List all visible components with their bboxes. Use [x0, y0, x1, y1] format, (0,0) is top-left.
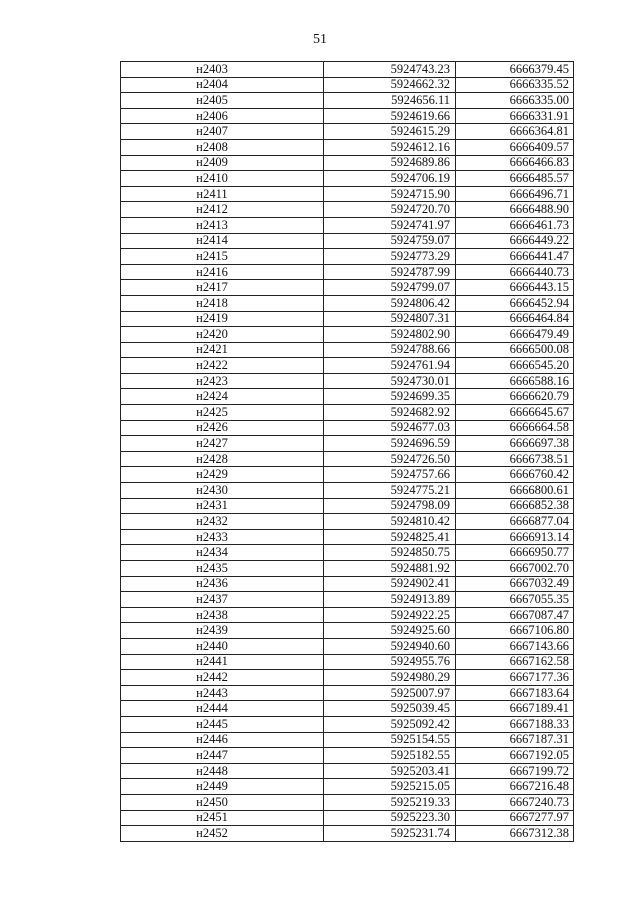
x-coordinate-cell: 5924677.03 [324, 420, 456, 436]
table-row [121, 701, 574, 717]
table-row [121, 327, 574, 343]
x-coordinate-cell: 5924807.31 [324, 311, 456, 327]
table-row [121, 623, 574, 639]
table-row [121, 498, 574, 514]
table-row [121, 342, 574, 358]
point-id-cell: н2450 [121, 794, 324, 810]
y-coordinate-cell: 6667312.38 [456, 826, 574, 842]
x-coordinate-cell: 5925223.30 [324, 810, 456, 826]
x-coordinate-cell: 5925215.05 [324, 779, 456, 795]
x-coordinate-cell: 5924902.41 [324, 576, 456, 592]
table-row [121, 358, 574, 374]
x-coordinate-cell: 5924799.07 [324, 280, 456, 296]
x-coordinate-cell: 5924825.41 [324, 529, 456, 545]
x-coordinate-cell: 5924743.23 [324, 62, 456, 78]
x-coordinate-cell: 5924761.94 [324, 358, 456, 374]
y-coordinate-cell: 6666379.45 [456, 62, 574, 78]
point-id-cell: н2408 [121, 139, 324, 155]
table-row [121, 249, 574, 265]
x-coordinate-cell: 5924913.89 [324, 592, 456, 608]
table-row [121, 155, 574, 171]
x-coordinate-cell: 5924775.21 [324, 483, 456, 499]
table-row [121, 826, 574, 842]
y-coordinate-cell: 6666760.42 [456, 467, 574, 483]
point-id-cell: н2431 [121, 498, 324, 514]
point-id-cell: н2419 [121, 311, 324, 327]
x-coordinate-cell: 5924787.99 [324, 264, 456, 280]
y-coordinate-cell: 6666800.61 [456, 483, 574, 499]
point-id-cell: н2428 [121, 451, 324, 467]
table-row [121, 748, 574, 764]
point-id-cell: н2435 [121, 561, 324, 577]
point-id-cell: н2426 [121, 420, 324, 436]
table-row [121, 576, 574, 592]
point-id-cell: н2425 [121, 405, 324, 421]
table-row [121, 264, 574, 280]
table-row [121, 779, 574, 795]
y-coordinate-cell: 6667162.58 [456, 654, 574, 670]
point-id-cell: н2418 [121, 295, 324, 311]
point-id-cell: н2429 [121, 467, 324, 483]
table-row [121, 139, 574, 155]
x-coordinate-cell: 5924656.11 [324, 93, 456, 109]
y-coordinate-cell: 6666913.14 [456, 529, 574, 545]
point-id-cell: н2441 [121, 654, 324, 670]
x-coordinate-cell: 5925039.45 [324, 701, 456, 717]
table-row [121, 732, 574, 748]
y-coordinate-cell: 6666488.90 [456, 202, 574, 218]
x-coordinate-cell: 5924619.66 [324, 108, 456, 124]
y-coordinate-cell: 6666496.71 [456, 186, 574, 202]
point-id-cell: н2417 [121, 280, 324, 296]
y-coordinate-cell: 6666449.22 [456, 233, 574, 249]
table-row [121, 592, 574, 608]
y-coordinate-cell: 6666335.00 [456, 93, 574, 109]
y-coordinate-cell: 6667277.97 [456, 810, 574, 826]
y-coordinate-cell: 6667183.64 [456, 685, 574, 701]
y-coordinate-cell: 6666697.38 [456, 436, 574, 452]
x-coordinate-cell: 5924810.42 [324, 514, 456, 530]
point-id-cell: н2443 [121, 685, 324, 701]
y-coordinate-cell: 6666443.15 [456, 280, 574, 296]
point-id-cell: н2403 [121, 62, 324, 78]
table-row [121, 389, 574, 405]
y-coordinate-cell: 6667188.33 [456, 716, 574, 732]
table-row [121, 514, 574, 530]
table-row [121, 794, 574, 810]
point-id-cell: н2440 [121, 638, 324, 654]
table-row [121, 763, 574, 779]
table-row [121, 545, 574, 561]
y-coordinate-cell: 6666461.73 [456, 217, 574, 233]
point-id-cell: н2438 [121, 607, 324, 623]
x-coordinate-cell: 5925182.55 [324, 748, 456, 764]
point-id-cell: н2421 [121, 342, 324, 358]
point-id-cell: н2413 [121, 217, 324, 233]
table-row [121, 202, 574, 218]
table-row [121, 716, 574, 732]
y-coordinate-cell: 6666466.83 [456, 155, 574, 171]
x-coordinate-cell: 5924730.01 [324, 373, 456, 389]
table-row [121, 233, 574, 249]
x-coordinate-cell: 5924798.09 [324, 498, 456, 514]
point-id-cell: н2427 [121, 436, 324, 452]
y-coordinate-cell: 6667032.49 [456, 576, 574, 592]
y-coordinate-cell: 6667189.41 [456, 701, 574, 717]
x-coordinate-cell: 5924806.42 [324, 295, 456, 311]
table-row [121, 451, 574, 467]
y-coordinate-cell: 6666464.84 [456, 311, 574, 327]
x-coordinate-cell: 5924757.66 [324, 467, 456, 483]
y-coordinate-cell: 6666620.79 [456, 389, 574, 405]
y-coordinate-cell: 6667192.05 [456, 748, 574, 764]
table-row [121, 670, 574, 686]
point-id-cell: н2404 [121, 77, 324, 93]
x-coordinate-cell: 5924662.32 [324, 77, 456, 93]
table-row [121, 124, 574, 140]
y-coordinate-cell: 6666452.94 [456, 295, 574, 311]
point-id-cell: н2446 [121, 732, 324, 748]
point-id-cell: н2434 [121, 545, 324, 561]
point-id-cell: н2414 [121, 233, 324, 249]
y-coordinate-cell: 6666500.08 [456, 342, 574, 358]
table-row [121, 467, 574, 483]
y-coordinate-cell: 6666409.57 [456, 139, 574, 155]
point-id-cell: н2409 [121, 155, 324, 171]
x-coordinate-cell: 5924850.75 [324, 545, 456, 561]
x-coordinate-cell: 5924925.60 [324, 623, 456, 639]
table-row [121, 373, 574, 389]
x-coordinate-cell: 5924726.50 [324, 451, 456, 467]
x-coordinate-cell: 5924922.25 [324, 607, 456, 623]
point-id-cell: н2437 [121, 592, 324, 608]
y-coordinate-cell: 6666588.16 [456, 373, 574, 389]
table-row [121, 186, 574, 202]
x-coordinate-cell: 5925007.97 [324, 685, 456, 701]
point-id-cell: н2444 [121, 701, 324, 717]
point-id-cell: н2415 [121, 249, 324, 265]
point-id-cell: н2451 [121, 810, 324, 826]
x-coordinate-cell: 5924980.29 [324, 670, 456, 686]
x-coordinate-cell: 5924940.60 [324, 638, 456, 654]
point-id-cell: н2449 [121, 779, 324, 795]
table-row [121, 638, 574, 654]
x-coordinate-cell: 5924699.35 [324, 389, 456, 405]
table-row [121, 311, 574, 327]
y-coordinate-cell: 6667199.72 [456, 763, 574, 779]
x-coordinate-cell: 5924759.07 [324, 233, 456, 249]
table-row [121, 171, 574, 187]
table-row [121, 561, 574, 577]
y-coordinate-cell: 6666664.58 [456, 420, 574, 436]
point-id-cell: н2411 [121, 186, 324, 202]
x-coordinate-cell: 5924706.19 [324, 171, 456, 187]
x-coordinate-cell: 5924615.29 [324, 124, 456, 140]
y-coordinate-cell: 6667187.31 [456, 732, 574, 748]
point-id-cell: н2416 [121, 264, 324, 280]
y-coordinate-cell: 6667240.73 [456, 794, 574, 810]
point-id-cell: н2445 [121, 716, 324, 732]
table-row [121, 810, 574, 826]
table-row [121, 483, 574, 499]
x-coordinate-cell: 5924696.59 [324, 436, 456, 452]
x-coordinate-cell: 5924741.97 [324, 217, 456, 233]
point-id-cell: н2422 [121, 358, 324, 374]
table-row [121, 93, 574, 109]
table-row [121, 280, 574, 296]
y-coordinate-cell: 6666485.57 [456, 171, 574, 187]
table-row [121, 607, 574, 623]
x-coordinate-cell: 5924612.16 [324, 139, 456, 155]
y-coordinate-cell: 6666441.47 [456, 249, 574, 265]
point-id-cell: н2424 [121, 389, 324, 405]
point-id-cell: н2412 [121, 202, 324, 218]
x-coordinate-cell: 5925092.42 [324, 716, 456, 732]
point-id-cell: н2423 [121, 373, 324, 389]
x-coordinate-cell: 5925154.55 [324, 732, 456, 748]
page-number: 51 [313, 32, 327, 47]
y-coordinate-cell: 6667106.80 [456, 623, 574, 639]
x-coordinate-cell: 5924682.92 [324, 405, 456, 421]
point-id-cell: н2436 [121, 576, 324, 592]
table-row [121, 529, 574, 545]
point-id-cell: н2407 [121, 124, 324, 140]
y-coordinate-cell: 6666331.91 [456, 108, 574, 124]
table-row [121, 685, 574, 701]
point-id-cell: н2448 [121, 763, 324, 779]
x-coordinate-cell: 5924881.92 [324, 561, 456, 577]
y-coordinate-cell: 6667177.36 [456, 670, 574, 686]
point-id-cell: н2420 [121, 327, 324, 343]
point-id-cell: н2433 [121, 529, 324, 545]
table-row [121, 62, 574, 78]
point-id-cell: н2432 [121, 514, 324, 530]
y-coordinate-cell: 6666877.04 [456, 514, 574, 530]
y-coordinate-cell: 6667002.70 [456, 561, 574, 577]
x-coordinate-cell: 5925231.74 [324, 826, 456, 842]
x-coordinate-cell: 5924720.70 [324, 202, 456, 218]
x-coordinate-cell: 5925203.41 [324, 763, 456, 779]
y-coordinate-cell: 6667216.48 [456, 779, 574, 795]
table-row [121, 654, 574, 670]
point-id-cell: н2452 [121, 826, 324, 842]
x-coordinate-cell: 5924802.90 [324, 327, 456, 343]
point-id-cell: н2430 [121, 483, 324, 499]
y-coordinate-cell: 6666645.67 [456, 405, 574, 421]
y-coordinate-cell: 6666545.20 [456, 358, 574, 374]
table-row [121, 108, 574, 124]
table-row [121, 295, 574, 311]
x-coordinate-cell: 5924773.29 [324, 249, 456, 265]
point-id-cell: н2406 [121, 108, 324, 124]
table-row [121, 420, 574, 436]
y-coordinate-cell: 6667055.35 [456, 592, 574, 608]
table-row [121, 217, 574, 233]
y-coordinate-cell: 6666738.51 [456, 451, 574, 467]
y-coordinate-cell: 6666852.38 [456, 498, 574, 514]
table-row [121, 436, 574, 452]
point-id-cell: н2410 [121, 171, 324, 187]
y-coordinate-cell: 6666479.49 [456, 327, 574, 343]
y-coordinate-cell: 6666950.77 [456, 545, 574, 561]
point-id-cell: н2447 [121, 748, 324, 764]
point-id-cell: н2439 [121, 623, 324, 639]
x-coordinate-cell: 5925219.33 [324, 794, 456, 810]
x-coordinate-cell: 5924955.76 [324, 654, 456, 670]
y-coordinate-cell: 6667087.47 [456, 607, 574, 623]
coordinates-table-body [121, 62, 574, 842]
point-id-cell: н2405 [121, 93, 324, 109]
x-coordinate-cell: 5924788.66 [324, 342, 456, 358]
y-coordinate-cell: 6666335.52 [456, 77, 574, 93]
coordinates-table [120, 61, 574, 842]
y-coordinate-cell: 6666440.73 [456, 264, 574, 280]
x-coordinate-cell: 5924689.86 [324, 155, 456, 171]
y-coordinate-cell: 6667143.66 [456, 638, 574, 654]
y-coordinate-cell: 6666364.81 [456, 124, 574, 140]
x-coordinate-cell: 5924715.90 [324, 186, 456, 202]
table-row [121, 405, 574, 421]
table-row [121, 77, 574, 93]
point-id-cell: н2442 [121, 670, 324, 686]
